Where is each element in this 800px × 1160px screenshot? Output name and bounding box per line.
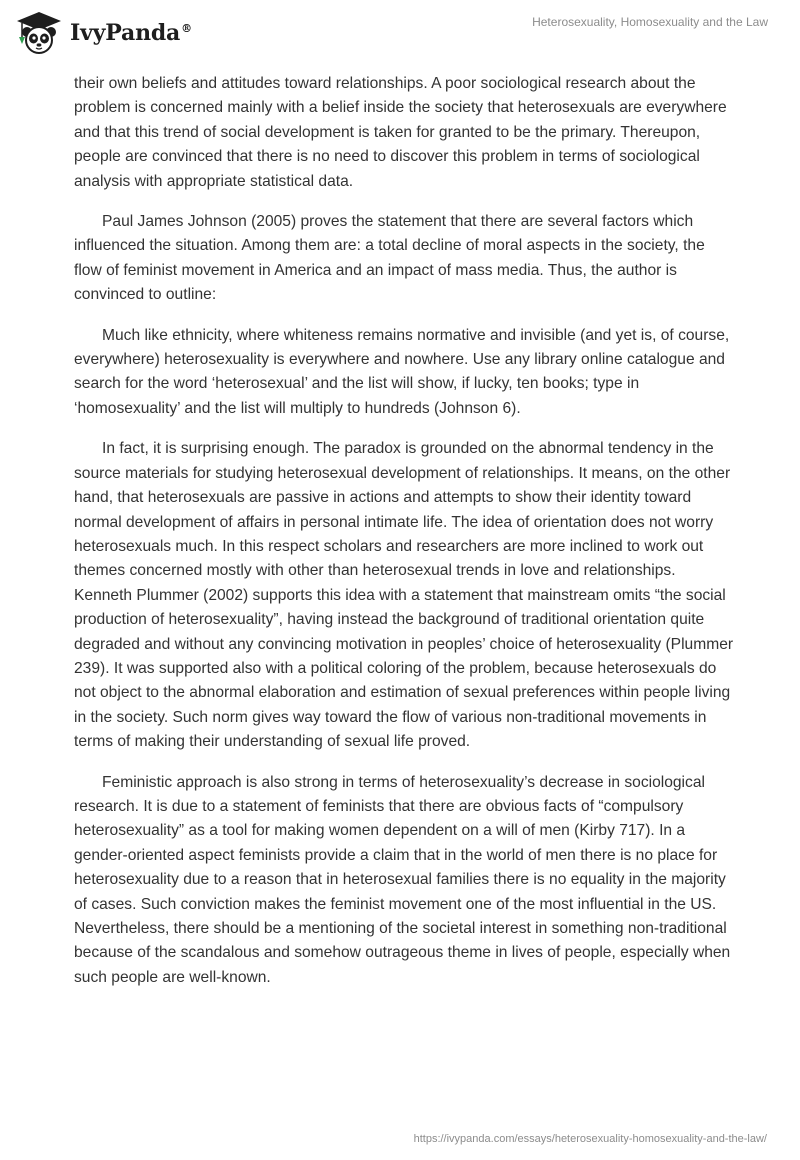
page-header bbox=[0, 0, 800, 64]
panda-graduate-icon bbox=[14, 10, 64, 56]
essay-body bbox=[74, 72, 734, 1006]
paragraph-3-quote: Much like ethnicity, where whiteness remains normative and invisible (and yet is, of course, everywhere) heterosexuality is everywhere and nowhere. Use any library online catalogue and search for the word ‘heterosexual’ and the list will show, if lucky, ten books; type in ‘homosexuality’ and the list will multiply to hundreds (Johnson 6). bbox=[74, 326, 730, 417]
paragraph-5: Feministic approach is also strong in terms of heterosexuality’s decrease in sociological research. It is due to a statement of feminists that there are obvious facts of “compulsory heterosexuality” as a tool for making women dependent on a will of men (Kirby 717). In a gender-oriented aspect feminists provide a claim that in the world of men there is no place for heterosexuality due to a reason that in heterosexual families there is no equality in the majority of cases. Such conviction makes the feminist movement one of the most influential in the US. Nevertheless, there should be a mentioning of the societal interest in something non-traditional because of the scandalous and somehow outrageous theme in lives of people, especially when such people are well-known. bbox=[74, 773, 731, 986]
source-url[interactable]: https://ivypanda.com/essays/heterosexuality-homosexuality-and-the-law/ bbox=[413, 1133, 767, 1145]
brand-name: IvyPanda® bbox=[70, 20, 192, 46]
paragraph-1: their own beliefs and attitudes toward relationships. A poor sociological research about the problem is concerned mainly with a belief inside the society that heterosexuals are everywhere and that this trend of social development is taken for granted to be the primary. Thereupon, people are convinced that there is no need to discover this problem in terms of sociological analysis with appropriate statistical data. bbox=[74, 75, 727, 190]
document-title: Heterosexuality, Homosexuality and the Law bbox=[532, 15, 768, 29]
ivypanda-logo[interactable] bbox=[14, 8, 192, 58]
paragraph-2: Paul James Johnson (2005) proves the statement that there are several factors which influenced the situation. Among them are: a total decline of moral aspects in the society, the flow of feminist movement in America and an impact of mass media. Thus, the author is convinced to outline: bbox=[74, 213, 705, 304]
paragraph-4: In fact, it is surprising enough. The paradox is grounded on the abnormal tendency in the source materials for studying heterosexual development of relationships. It means, on the other hand, that heterosexuals are passive in actions and attempts to show their identity toward normal development of affairs in personal intimate life. The idea of orientation does not worry heterosexuals much. In this respect scholars and researchers are more inclined to work out themes concerned mostly with other than heterosexual trends in love and relationships. Kenneth Plummer (2002) supports this idea with a statement that mainstream omits “the social production of heterosexuality”, having instead the background of traditional orientation quite degraded and without any convincing motivation in peoples’ choice of heterosexuality (Plummer 239). It was supported also with a political coloring of the problem, because heterosexuals do not object to the abnormal elaboration and estimation of sexual preferences within people living in the society. Such norm gives way toward the flow of various non-traditional movements in terms of making their understanding of sexual life proved. bbox=[74, 440, 734, 751]
